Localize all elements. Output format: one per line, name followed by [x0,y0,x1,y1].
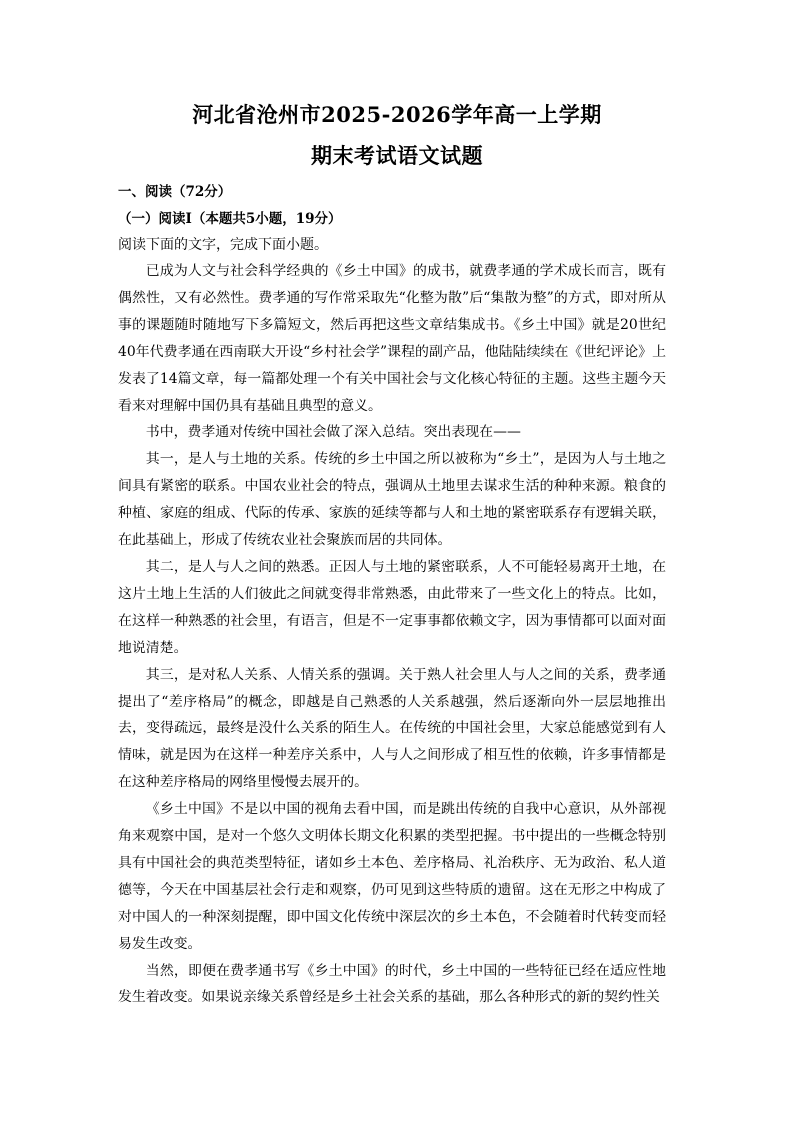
passage-paragraph: 其一，是人与土地的关系。传统的乡土中国之所以被称为“乡土”，是因为人与土地之间具有紧密的联系。中国农业社会的特点，强调从土地里去谋求生活的种种来源。粮食的种植、家庭的组成、代际的传承、家族的延续等都与人和土地的紧密联系存有逻辑关联，在此基础上，形成了传统农业社会聚族而居的共同体。 [118,451,666,549]
passage-paragraph: 书中，费孝通对传统中国社会做了深入总结。突出表现在—— [145,424,521,441]
passage-paragraph: 其二，是人与人之间的熟悉。正因人与土地的紧密联系，人不可能轻易离开土地，在这片土地上生活的人们彼此之间就变得非常熟悉，由此带来了一些文化上的特点。比如，在这样一种熟悉的社会里，有语言，但是不一定事事都依赖文字，因为事情都可以面对面地说清楚。 [118,558,666,656]
document-title-line-1: 河北省沧州市2025-2026学年高一上学期 [192,102,602,127]
passage-paragraph: 当然，即便在费孝通书写《乡土中国》的时代，乡土中国的一些特征已经在适应性地发生着改变。如果说亲缘关系曾经是乡土社会关系的基础，那么各种形式的新的契约性关 [118,962,666,1006]
subsection-heading: （一）阅读Ⅰ（本题共5小题，19分） [118,211,342,227]
passage-body [118,258,666,1011]
passage-paragraph: 已成为人文与社会科学经典的《乡土中国》的成书，就费孝通的学术成长而言，既有偶然性，又有必然性。费孝通的写作常采取先“化整为散”后“集散为整”的方式，即对所从事的课题随时随地写下多篇短文，然后再把这些文章结集成书。《乡土中国》就是20世纪40年代费孝通在西南联大开设“乡村社会学”课程的副产品，他陆陆续续在《世纪评论》上发表了14篇文章，每一篇都处理一个有关中国社会与文化核心特征的主题。这些主题今天看来对理解中国仍具有基础且典型的意义。 [118,263,666,414]
reading-instruction: 阅读下面的文字，完成下面小题。 [118,237,328,253]
document-title-line-2: 期末考试语文试题 [311,143,483,168]
section-heading: 一、阅读（72分） [118,184,232,200]
passage-paragraph: 《乡土中国》不是以中国的视角去看中国，而是跳出传统的自我中心意识，从外部视角来观察中国，是对一个悠久文明体长期文化积累的类型把握。书中提出的一些概念特别具有中国社会的典范类型特征，诸如乡土本色、差序格局、礼治秩序、无为政治、私人道德等，今天在中国基层社会行走和观察，仍可见到这些特质的遗留。这在无形之中构成了对中国人的一种深刻提醒，即中国文化传统中深层次的乡土本色，不会随着时代转变而轻易发生改变。 [118,801,666,952]
passage-paragraph: 其三，是对私人关系、人情关系的强调。关于熟人社会里人与人之间的关系，费孝通提出了“差序格局”的概念，即越是自己熟悉的人关系越强，然后逐渐向外一层层地推出去，变得疏远，最终是没什么关系的陌生人。在传统的中国社会里，大家总能感觉到有人情味，就是因为在这样一种差序关系中，人与人之间形成了相互性的依赖，许多事情都是在这种差序格局的网络里慢慢去展开的。 [118,666,666,791]
